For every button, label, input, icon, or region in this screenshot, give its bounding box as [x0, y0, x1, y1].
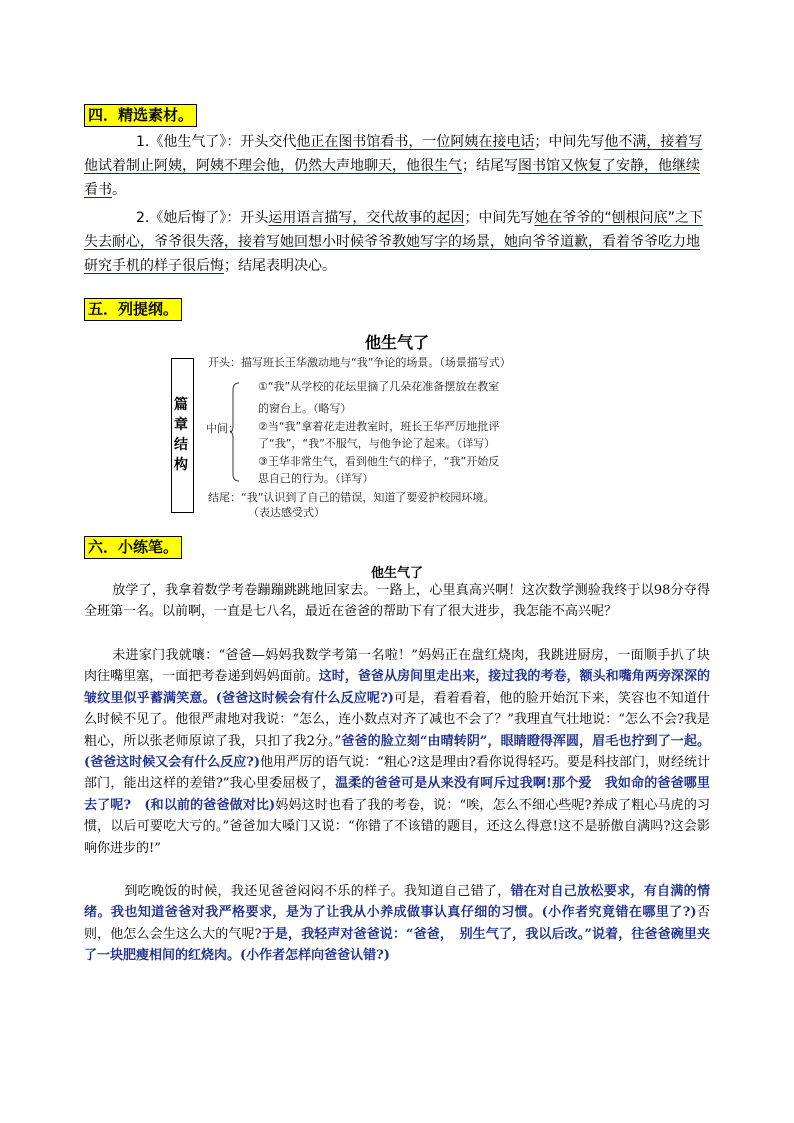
- essay-highlight: 于是，我轻声对爸爸说：“爸爸， 别生气了，我以后改。”说着，往爸爸碗里夹了一块肥瘦相间的红烧肉。(小作者怎样向爸爸认错?): [84, 926, 710, 964]
- outline-middle-2a: ②当“我”拿着花走进教室时，班长王华严厉地批评: [258, 420, 500, 433]
- p2-underlined: 运用语言描写，交代故事的起因: [268, 210, 465, 226]
- outline-opening: 开头：描写班长王华激动地与“我”争论的场景。（场景描写式）: [208, 356, 511, 369]
- structure-char: 章: [174, 417, 188, 433]
- p1-text: ；中间先写: [534, 134, 605, 150]
- p1-text: 。: [112, 182, 126, 198]
- essay-text: 放学了，我拿着数学考卷蹦蹦跳跳地回家去。一路上，心里真高兴啊！这次数学测验我终于以98分夺得全班第一名。以前啊，一直是七八名，最近在爸爸的帮助下有了很大进步，我怎能不高兴呢？: [84, 583, 710, 620]
- p2-text: 2.《她后悔了》：开头: [136, 210, 269, 226]
- outline-middle-1b: 的窗台上。（略写）: [258, 402, 352, 415]
- p2-text: 。: [322, 258, 336, 274]
- essay-highlight: 爸爸的脸立刻“由晴转阴”，眼睛瞪得浑圆，眉毛也拧到了一起。(爸爸这时候又会有什么反应?): [84, 733, 710, 771]
- material-paragraph-2: [84, 206, 712, 278]
- structure-box: [171, 358, 194, 513]
- essay-paragraph-2: [84, 645, 710, 859]
- essay-paragraph-1: [84, 580, 710, 623]
- essay-text: 否则，他怎么会生这么大的气呢?: [84, 905, 710, 942]
- essay-text: 他用严厉的语气说：“粗心?这是理由?看你说得轻巧。要是科技部门，财经统计部门，能出这样的差错?”我心里委屈极了，: [84, 755, 711, 792]
- essay-paragraph-3: [84, 881, 710, 967]
- outline-ending-type: （表达感受式）: [248, 506, 325, 519]
- outline-middle-label: 中间：: [206, 422, 239, 435]
- outline-middle-1a: ①“我”从学校的花坛里摘了几朵花准备摆放在教室: [258, 380, 500, 393]
- essay-text: 未进家门我就嚷：“爸爸—妈妈我数学考第一名啦！”妈妈正在盘红烧肉，我跳进厨房，一面顺手扒了块肉往嘴里塞，一面把考卷递到妈妈面前。: [84, 648, 710, 685]
- p1-text: 1.《他生气了》：开头交代: [136, 134, 297, 150]
- outline-ending: 结尾：“我”认识到了自己的错误，知道了要爱护校园环境。: [208, 491, 495, 504]
- essay-highlight: 错在对自己放松要求，有自满的情绪。我也知道爸爸对我严格要求，是为了让我从小养成做事认真仔细的习惯。(小作者究竟错在哪里了?): [84, 884, 710, 921]
- structure-char: 结: [174, 437, 188, 453]
- section-5-heading: 五．列提纲。: [84, 298, 182, 321]
- outline-middle-3a: ③王华非常生气，看到他生气的样子，“我”开始反: [258, 455, 500, 468]
- p1-underlined: 他不满，接着写他试着制止阿姨，阿姨不理会他，仍然大声地聊天，他很生气: [84, 134, 703, 174]
- section-6-heading: 六．小练笔。: [84, 536, 182, 559]
- outline-middle-3b: 思自己的行为。（详写）: [258, 472, 374, 485]
- p1-underlined: 图书馆又恢复了安静，他继续看书: [84, 158, 700, 198]
- material-paragraph-1: [84, 130, 712, 202]
- essay-text: 到吃晚饭的时候，我还见爸爸闷闷不乐的样子。我知道自己错了，: [124, 884, 511, 899]
- p2-underlined: 她在爷爷的“刨根问底”之下失去耐心，爷爷很失落，接着写她回想小时候爷爷教她写字的场景，她向爷爷道歉，看着爷爷吃力地研究手机的样子很后悔: [84, 210, 703, 274]
- essay-title: 他生气了: [370, 566, 423, 581]
- p1-underlined: 他正在图书馆看书，一位阿姨在接电话: [296, 134, 535, 150]
- p1-text: ；结尾写: [462, 158, 518, 174]
- outline-title: 他生气了: [364, 333, 429, 352]
- essay-text: 妈妈这时也看了我的考卷，说：“唉，怎么不细心些呢?养成了粗心马虎的习惯，以后可要吃大亏的。”爸爸加大嗓门又说：“你错了不该错的题目，还这么得意!这不是骄傲自满吗?这会影响你进步的!”: [84, 797, 710, 856]
- p2-text: ；结尾表明决心: [224, 258, 322, 274]
- structure-char: 构: [174, 457, 188, 473]
- essay-highlight: 温柔的爸爸可是从来没有呵斥过我啊!那个爱 我如命的爸爸哪里去了呢? (和以前的爸爸做对比): [84, 776, 710, 813]
- section-4-heading: 四．精选素材。: [84, 104, 197, 127]
- p2-text: ；中间先写: [464, 210, 535, 226]
- essay-text: 可是，看着看着，他的脸开始沉下来，笑容也不知道什么时候不见了。他很严肃地对我说：“怎么，连小数点对齐了减也不会了？”我理直气壮地说：“怎么不会?我是粗心，所以张老师原谅了我，只扣了我2分。”: [84, 690, 710, 749]
- essay-highlight: 这时，爸爸从房间里走出来，接过我的考卷，额头和嘴角两旁深深的皱纹里似乎蓄满笑意。(爸爸这时候会有什么反应呢?): [84, 669, 710, 706]
- outline-middle-2b: 了“我”，“我”不服气，与他争论了起来。（详写）: [258, 437, 496, 450]
- structure-char: 篇: [174, 397, 188, 413]
